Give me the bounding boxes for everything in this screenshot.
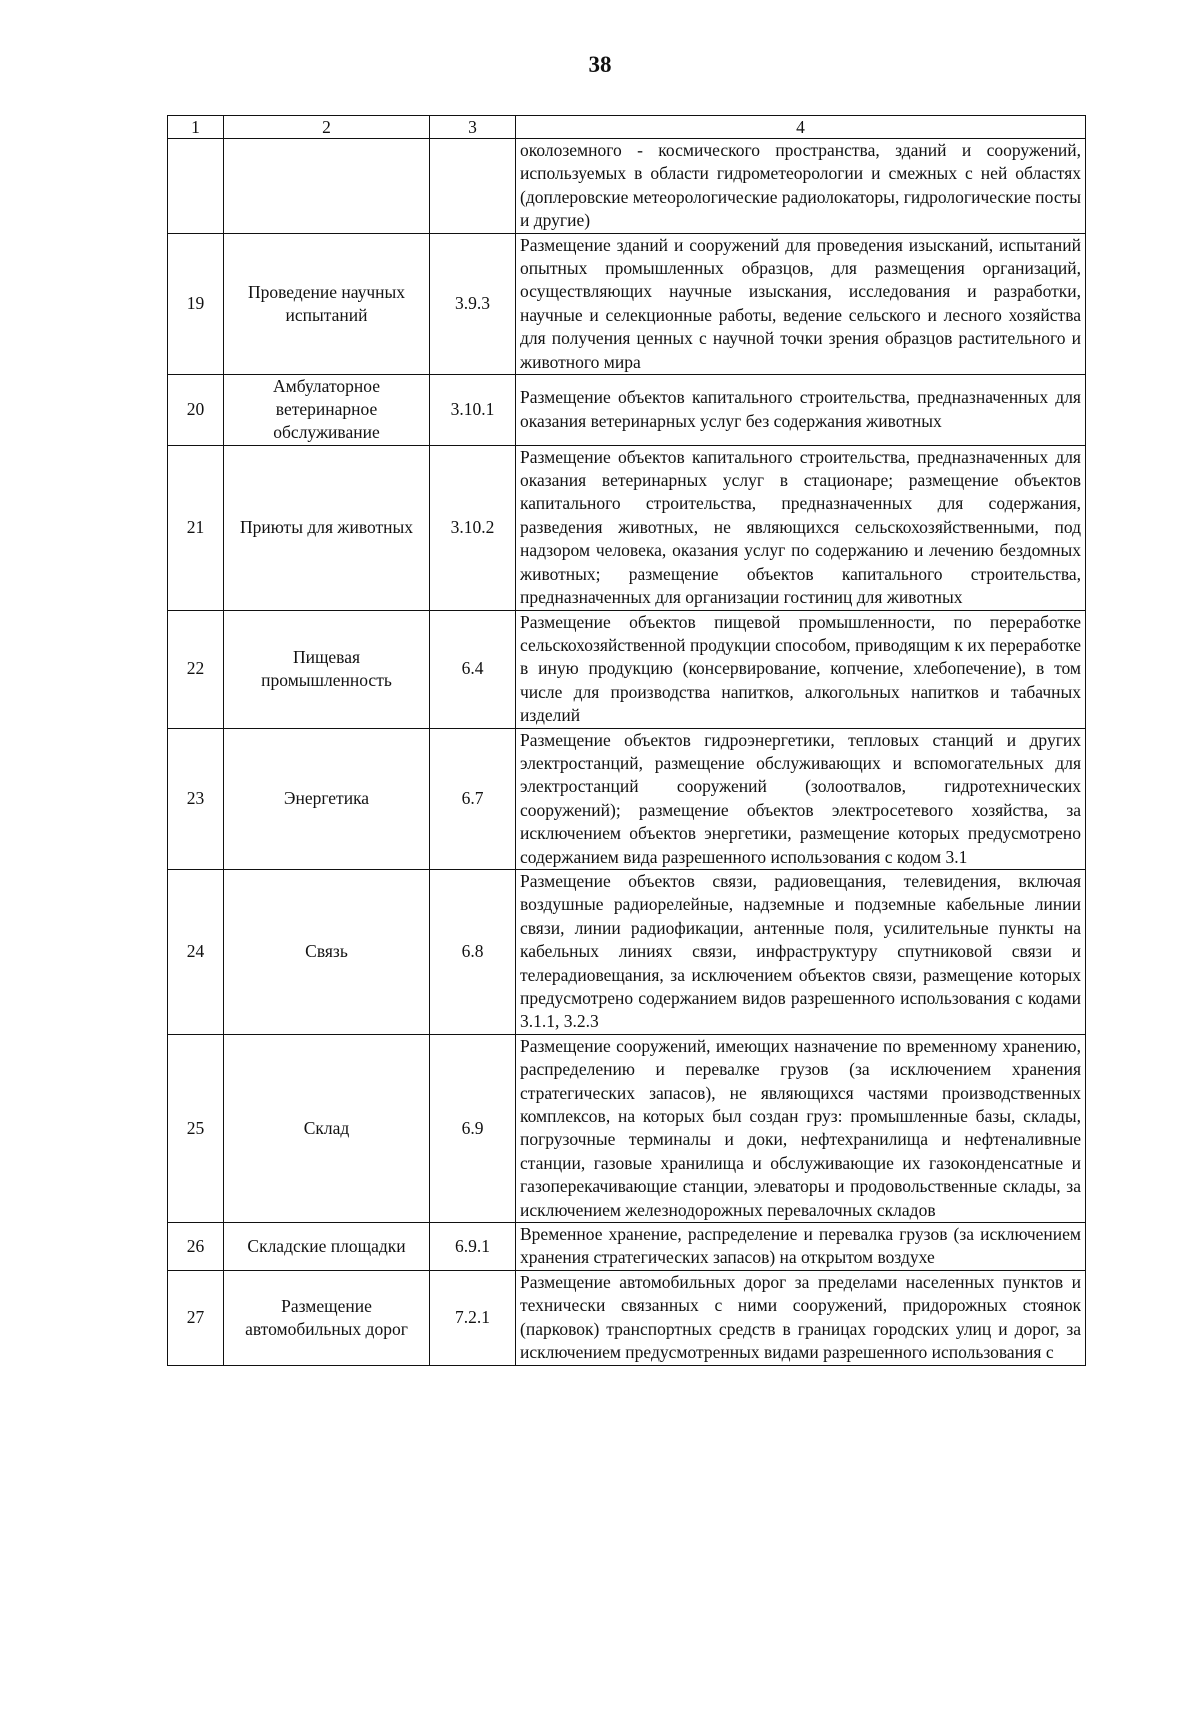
use-code (430, 139, 516, 234)
row-number: 23 (168, 728, 224, 869)
use-name: Пищевая промышленность (224, 610, 430, 728)
row-number: 26 (168, 1223, 224, 1271)
row-number: 24 (168, 869, 224, 1034)
use-code: 6.7 (430, 728, 516, 869)
use-code: 6.9 (430, 1034, 516, 1222)
table-row (168, 445, 1086, 610)
use-code: 3.10.2 (430, 445, 516, 610)
use-description: Размещение автомобильных дорог за пределами населенных пунктов и технически связанных с ними сооружений, придорожных стоянок (парковок) транспортных средств в границах городских улиц и дорог, за исключением предусмотренных видами разрешенного использования с (516, 1270, 1086, 1365)
use-description: Размещение объектов связи, радиовещания, телевидения, включая воздушные радиорелейные, надземные и подземные кабельные линии связи, линии радиофикации, антенные поля, усилительные пункты на кабельных линиях связи, инфраструктуру спутниковой связи и телерадиовещания, за исключением объектов связи, размещение которых предусмотрено содержанием видов разрешенного использования с кодами 3.1.1, 3.2.3 (516, 869, 1086, 1034)
use-description: околоземного - космического пространства, зданий и сооружений, используемых в области гидрометеорологии и смежных с ней областях (доплеровские метеорологические радиолокаторы, гидрологические посты и другие) (516, 139, 1086, 234)
table-row (168, 1223, 1086, 1271)
header-cell-3: 3 (430, 116, 516, 139)
use-name: Амбулаторное ветеринарное обслуживание (224, 375, 430, 446)
use-name: Склад (224, 1034, 430, 1222)
row-number: 19 (168, 233, 224, 374)
use-description: Размещение объектов гидроэнергетики, тепловых станций и других электростанций, размещение обслуживающих и вспомогательных для электростанций сооружений (золоотвалов, гидротехнических сооружений); размещение объектов электросетевого хозяйства, за исключением объектов энергетики, размещение которых предусмотрено содержанием вида разрешенного использования с кодом 3.1 (516, 728, 1086, 869)
use-description: Размещение объектов капитального строительства, предназначенных для оказания ветеринарных услуг в стационаре; размещение объектов капитального строительства, предназначенных для содержания, разведения животных, не являющихся сельскохозяйственными, под надзором человека, оказания услуг по содержанию и лечению бездомных животных; размещение объектов капитального строительства, предназначенных для организации гостиниц для животных (516, 445, 1086, 610)
table-row (168, 1270, 1086, 1365)
row-number: 22 (168, 610, 224, 728)
use-description: Временное хранение, распределение и перевалка грузов (за исключением хранения стратегических запасов) на открытом воздухе (516, 1223, 1086, 1271)
use-name: Складские площадки (224, 1223, 430, 1271)
use-name: Энергетика (224, 728, 430, 869)
use-code: 6.8 (430, 869, 516, 1034)
table-row (168, 1034, 1086, 1222)
use-code: 6.9.1 (430, 1223, 516, 1271)
page-number: 38 (588, 52, 612, 77)
use-name: Связь (224, 869, 430, 1034)
use-description: Размещение сооружений, имеющих назначение по временному хранению, распределению и перевалке грузов (за исключением хранения стратегических запасов), не являющихся частями производственных комплексов, на которых был создан груз: промышленные базы, склады, погрузочные терминалы и доки, нефтехранилища и нефтеналивные станции, газовые хранилища и обслуживающие их газоконденсатные и газоперекачивающие станции, элеваторы и продовольственные склады, за исключением железнодорожных перевалочных складов (516, 1034, 1086, 1222)
use-name: Приюты для животных (224, 445, 430, 610)
use-name: Проведение научных испытаний (224, 233, 430, 374)
row-number: 25 (168, 1034, 224, 1222)
table-row (168, 728, 1086, 869)
use-code: 3.9.3 (430, 233, 516, 374)
header-cell-4: 4 (516, 116, 1086, 139)
row-number: 21 (168, 445, 224, 610)
use-code: 7.2.1 (430, 1270, 516, 1365)
table-row (168, 610, 1086, 728)
header-cell-1: 1 (168, 116, 224, 139)
header-cell-2: 2 (224, 116, 430, 139)
use-code: 6.4 (430, 610, 516, 728)
land-use-table (167, 115, 1086, 1366)
header-row (168, 116, 1086, 139)
row-number: 20 (168, 375, 224, 446)
use-description: Размещение объектов капитального строительства, предназначенных для оказания ветеринарных услуг без содержания животных (516, 375, 1086, 446)
use-description: Размещение объектов пищевой промышленности, по переработке сельскохозяйственной продукции способом, приводящим к их переработке в иную продукцию (консервирование, копчение, хлебопечение), в том числе для производства напитков, алкогольных напитков и табачных изделий (516, 610, 1086, 728)
table-row (168, 375, 1086, 446)
use-name (224, 139, 430, 234)
use-code: 3.10.1 (430, 375, 516, 446)
use-name: Размещение автомобильных дорог (224, 1270, 430, 1365)
row-number (168, 139, 224, 234)
row-number: 27 (168, 1270, 224, 1365)
use-description: Размещение зданий и сооружений для проведения изысканий, испытаний опытных промышленных образцов, для размещения организаций, осуществляющих научные изыскания, исследования и разработки, научные и селекционные работы, ведение сельского и лесного хозяйства для получения ценных с научной точки зрения образцов растительного и животного мира (516, 233, 1086, 374)
table-row (168, 233, 1086, 374)
table-row (168, 869, 1086, 1034)
table-row (168, 139, 1086, 234)
